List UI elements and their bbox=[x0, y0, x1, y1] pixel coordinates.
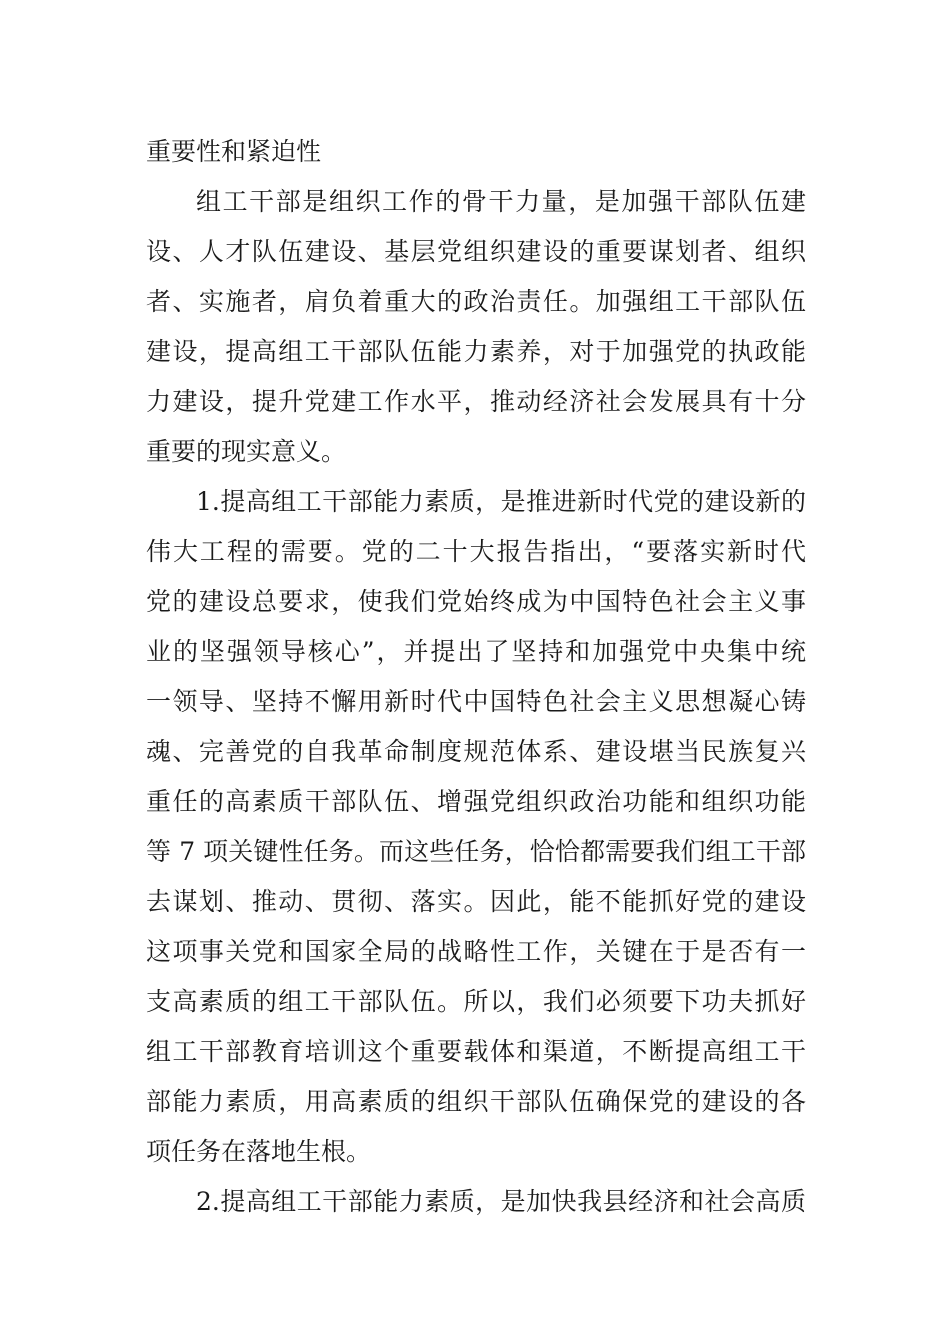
paragraph-2-line: 伟大工程的需要。党的二十大报告指出，“要落实新时代 bbox=[146, 537, 806, 566]
paragraph-2-line: 党的建设总要求，使我们党始终成为中国特色社会主义事 bbox=[146, 587, 806, 616]
paragraph-2-line: 去谋划、推动、贯彻、落实。因此，能不能抓好党的建设 bbox=[146, 887, 806, 916]
paragraph-2-line: 魂、完善党的自我革命制度规范体系、建设堪当民族复兴 bbox=[146, 737, 806, 766]
paragraph-3-line: 2.提高组工干部能力素质，是加快我县经济和社会高质 bbox=[196, 1187, 806, 1216]
paragraph-2-line: 等 7 项关键性任务。而这些任务，恰恰都需要我们组工干部 bbox=[146, 837, 806, 866]
paragraph-2-line: 1.提高组工干部能力素质，是推进新时代党的建设新的 bbox=[196, 487, 806, 516]
paragraph-1-line: 组工干部是组织工作的骨干力量，是加强干部队伍建 bbox=[196, 187, 806, 216]
paragraph-1-line: 者、实施者，肩负着重大的政治责任。加强组工干部队伍 bbox=[146, 287, 806, 316]
paragraph-1-line: 建设，提高组工干部队伍能力素养，对于加强党的执政能 bbox=[146, 337, 806, 366]
section-heading-continued: 重要性和紧迫性 bbox=[146, 137, 322, 166]
paragraph-2-line: 组工干部教育培训这个重要载体和渠道，不断提高组工干 bbox=[146, 1037, 806, 1066]
paragraph-2-line: 业的坚强领导核心”，并提出了坚持和加强党中央集中统 bbox=[146, 637, 806, 666]
paragraph-2-line: 这项事关党和国家全局的战略性工作，关键在于是否有一 bbox=[146, 937, 806, 966]
paragraph-2-line: 一领导、坚持不懈用新时代中国特色社会主义思想凝心铸 bbox=[146, 687, 806, 716]
paragraph-2-line: 支高素质的组工干部队伍。所以，我们必须要下功夫抓好 bbox=[146, 987, 806, 1016]
paragraph-2-line: 项任务在落地生根。 bbox=[146, 1137, 372, 1166]
paragraph-1-line: 重要的现实意义。 bbox=[146, 437, 347, 466]
paragraph-1-line: 设、人才队伍建设、基层党组织建设的重要谋划者、组织 bbox=[146, 237, 806, 266]
paragraph-2-line: 部能力素质，用高素质的组织干部队伍确保党的建设的各 bbox=[146, 1087, 806, 1116]
paragraph-2-line: 重任的高素质干部队伍、增强党组织政治功能和组织功能 bbox=[146, 787, 806, 816]
paragraph-1-line: 力建设，提升党建工作水平，推动经济社会发展具有十分 bbox=[146, 387, 806, 416]
